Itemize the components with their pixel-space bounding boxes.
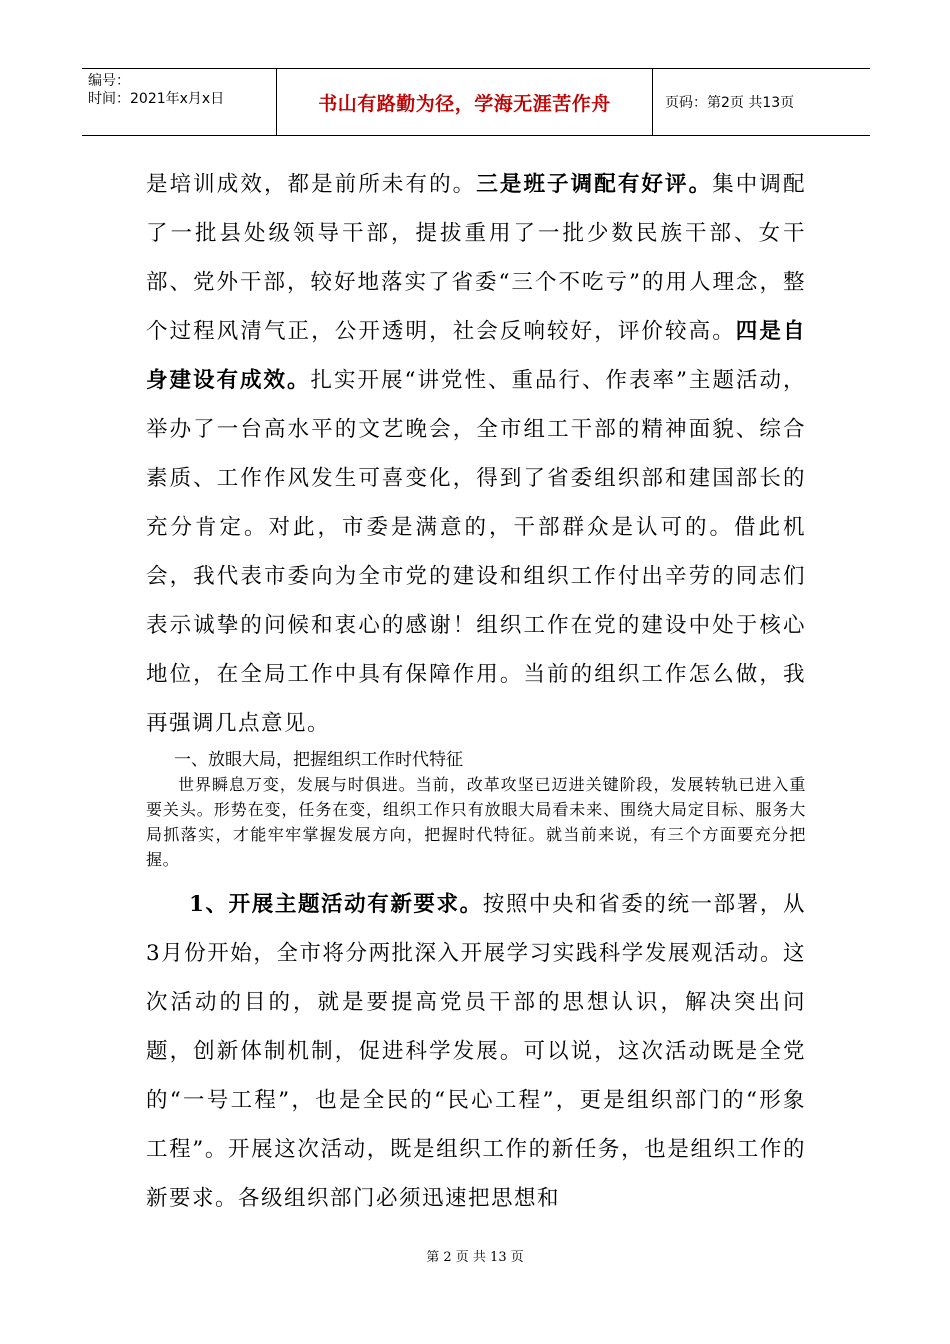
document-body <box>146 160 806 1223</box>
bold-point-four: 四是自身建设有成效。 <box>146 319 806 393</box>
section-heading: 一、放眼大局，把握组织工作时代特征 <box>174 750 463 770</box>
bold-point-one: 1、开展主题活动有新要求。 <box>189 892 483 917</box>
paragraph-text: 按照中央和省委的统一部署，从3月份开始，全市将分两批深入开展学习实践科学发展观活动。这次活动的目的，就是要提高党员干部的思想认识，解决突出问题，创新体制机制，促进科学发展。可以说，这次活动既是全党的“一号工程”，也是全民的“民心工程”，更是组织部门的“形象工程”。开展这次活动，既是组织工作的新任务，也是组织工作的新要求。各级组织部门必须迅速把思想和 <box>146 892 806 1211</box>
header-meta <box>82 69 277 135</box>
header-page-info: 页码：第2页 共13页 <box>665 95 795 111</box>
section-paragraph: 世界瞬息万变，发展与时俱进。当前，改革攻坚已迈进关键阶段，发展转轨已进入重要关头。形势在变，任务在变，组织工作只有放眼大局看未来、围绕大局定目标、服务大局抓落实，才能牢牢掌握发展方向，把握时代特征。就当前来说，有三个方面要充分把握。 <box>146 775 806 869</box>
paragraph-text: 集中调配了一批县处级领导干部，提拔重用了一批少数民族干部、女干部、党外干部，较好地落实了省委“三个不吃亏”的用人理念，整个过程风清气正，公开透明，社会反响较好，评价较高。 <box>146 172 806 344</box>
page-footer: 第 2 页 共 13 页 <box>426 1250 524 1265</box>
bold-point-three: 三是班子调配有好评。 <box>476 172 713 197</box>
document-number-label: 编号： <box>88 73 130 89</box>
body-lower <box>146 880 806 1223</box>
paragraph-text: 扎实开展“讲党性、重品行、作表率”主题活动，举办了一台高水平的文艺晚会，全市组工干部的精神面貌、综合素质、工作作风发生可喜变化，得到了省委组织部和建国部长的充分肯定。对此，市委是满意的，干部群众是认可的。借此机会，我代表市委向为全市党的建设和组织工作付出辛劳的同志们表示诚挚的问候和衷心的感谢！组织工作在党的建设中处于核心地位，在全局工作中具有保障作用。当前的组织工作怎么做，我再强调几点意见。 <box>146 368 806 736</box>
point-paragraph <box>146 880 806 1223</box>
paragraph-text: 是培训成效，都是前所未有的。 <box>146 172 477 197</box>
page-header <box>82 68 870 136</box>
paragraph-continuation <box>146 160 806 748</box>
body-upper <box>146 160 806 748</box>
section-one <box>146 748 806 872</box>
header-motto: 书山有路勤为径，学海无涯苦作舟 <box>277 69 653 135</box>
document-time-label: 时间：2021年x月x日 <box>88 91 225 107</box>
